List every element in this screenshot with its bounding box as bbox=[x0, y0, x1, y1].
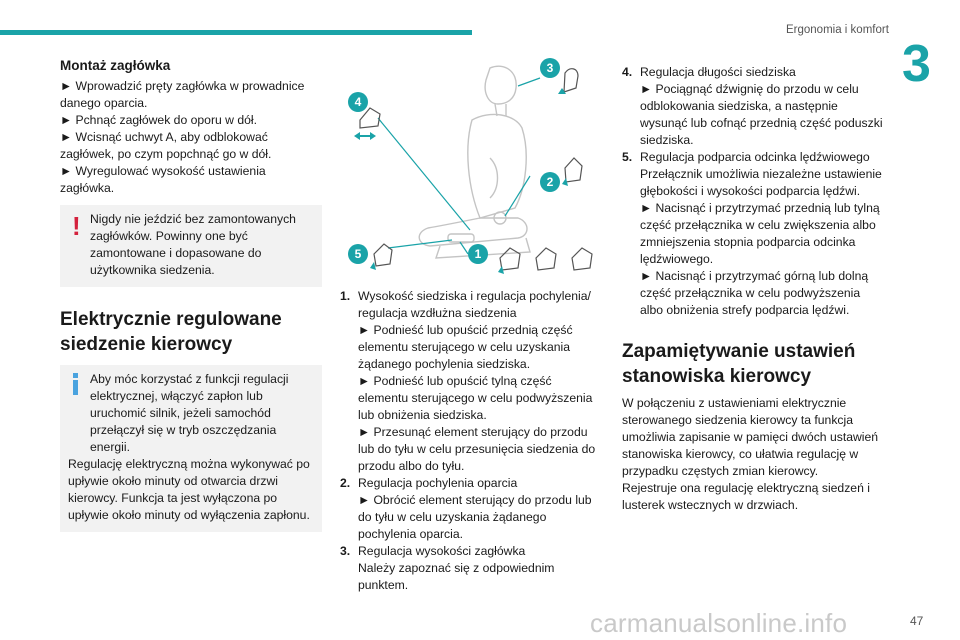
controls-list-2 bbox=[622, 64, 884, 319]
chapter-number: 3 bbox=[902, 35, 931, 93]
marker-3: 3 bbox=[540, 58, 560, 78]
warning-box bbox=[60, 205, 322, 287]
bullet-2: ► Pchnąć zagłówek do oporu w dół. bbox=[60, 113, 258, 127]
memory-para-1: W połączeniu z ustawieniami elektrycznie sterowanego siedzenia kierowcy ta funkcja umożliwia zapisanie w pamięci dwóch ustawień stanowiska kierowcy, co ułatwia regulację w przypadku częstych zmian kierowcy. bbox=[622, 396, 879, 478]
list-item: 4. Regulacja długości siedziska ► Pociągnąć dźwignię do przodu w celu odblokowania siedziska, a następnie wysunąć lub cofnąć przednią część poduszki siedziska. bbox=[622, 65, 883, 147]
info-icon bbox=[72, 373, 80, 395]
column-right bbox=[622, 64, 884, 514]
bullet-1: ► Wprowadzić pręty zagłówka w prowadnice danego oparcia. bbox=[60, 79, 305, 110]
memory-para-2: Rejestruje ona regulację elektryczną siedzeń i lusterek wstecznych w drzwiach. bbox=[622, 481, 870, 512]
marker-1: 1 bbox=[468, 244, 488, 264]
column-middle bbox=[340, 58, 602, 594]
warning-icon: ! bbox=[72, 211, 81, 241]
info-text-2: Regulację elektryczną można wykonywać po upływie około minuty od otwarcia drzwi kierowcy. Funkcja ta jest wyłączona po upływie około minuty od wyłączenia zapłonu. bbox=[68, 457, 310, 522]
heading-electric-seat: Elektrycznie regulowane siedzenie kierowcy bbox=[60, 309, 282, 355]
heading-headrest-mounting: Montaż zagłówka bbox=[60, 58, 171, 73]
list-item: 1. Wysokość siedziska i regulacja pochylenia/ regulacja wzdłużna siedzenia ► Podnieść lub opuścić przednią część elementu sterującego w celu uzyskania żądanego pochylenia siedziska. ► Podnieść lub opuścić tylną część elementu sterującego w celu podwyższenia lub obniżenia siedziska. ► Przesunąć element sterujący do przodu lub do tyłu w celu przesunięcia siedzenia do przodu albo do tyłu. bbox=[340, 289, 596, 473]
list-item: 2. Regulacja pochylenia oparcia ► Obrócić element sterujący do przodu lub do tyłu w celu uzyskania żądanego pochylenia oparcia. bbox=[340, 476, 592, 541]
bullet-3: ► Wcisnąć uchwyt A, aby odblokować zagłówek, po czym popchnąć go w dół. bbox=[60, 130, 272, 161]
page-number: 47 bbox=[910, 614, 924, 628]
watermark: carmanualsonline.info bbox=[590, 608, 848, 638]
warning-text: Nigdy nie jeździć bez zamontowanych zagłówków. Powinny one być zamontowane i dopasowane do użytkownika siedzenia. bbox=[90, 212, 296, 277]
marker-2: 2 bbox=[540, 172, 560, 192]
seat-controls-illustration bbox=[340, 58, 602, 280]
bullet-4: ► Wyregulować wysokość ustawienia zagłówka. bbox=[60, 164, 266, 195]
column-left bbox=[60, 58, 322, 532]
list-item: 3. Regulacja wysokości zagłówka Należy zapoznać się z odpowiednim punktem. bbox=[340, 544, 555, 592]
heading-driver-memory: Zapamiętywanie ustawień stanowiska kierowcy bbox=[622, 341, 856, 387]
marker-5: 5 bbox=[348, 244, 368, 264]
info-box bbox=[60, 365, 322, 532]
section-title: Ergonomia i komfort bbox=[786, 24, 889, 36]
list-item: 5. Regulacja podparcia odcinka lędźwiowego Przełącznik umożliwia niezależne ustawienie głębokości i wysokości podparcia lędźwi. ► Nacisnąć i przytrzymać przednią lub tylną część przełącznika w celu zwiększenia albo zmniejszenia stopnia podparcia odcinka lędźwiowego. ► Nacisnąć i przytrzymać górną lub dolną część przełącznika w celu podwyższenia albo obniżenia strefy podparcia lędźwi. bbox=[622, 150, 882, 317]
header-accent-bar bbox=[0, 30, 472, 35]
marker-4: 4 bbox=[348, 92, 368, 112]
controls-list-1 bbox=[340, 288, 602, 594]
info-text-1: Aby móc korzystać z funkcji regulacji elektrycznej, włączyć zapłon lub uruchomić silnik, jeżeli samochód przełączył się w tryb oszczędzania energii. bbox=[90, 372, 289, 454]
